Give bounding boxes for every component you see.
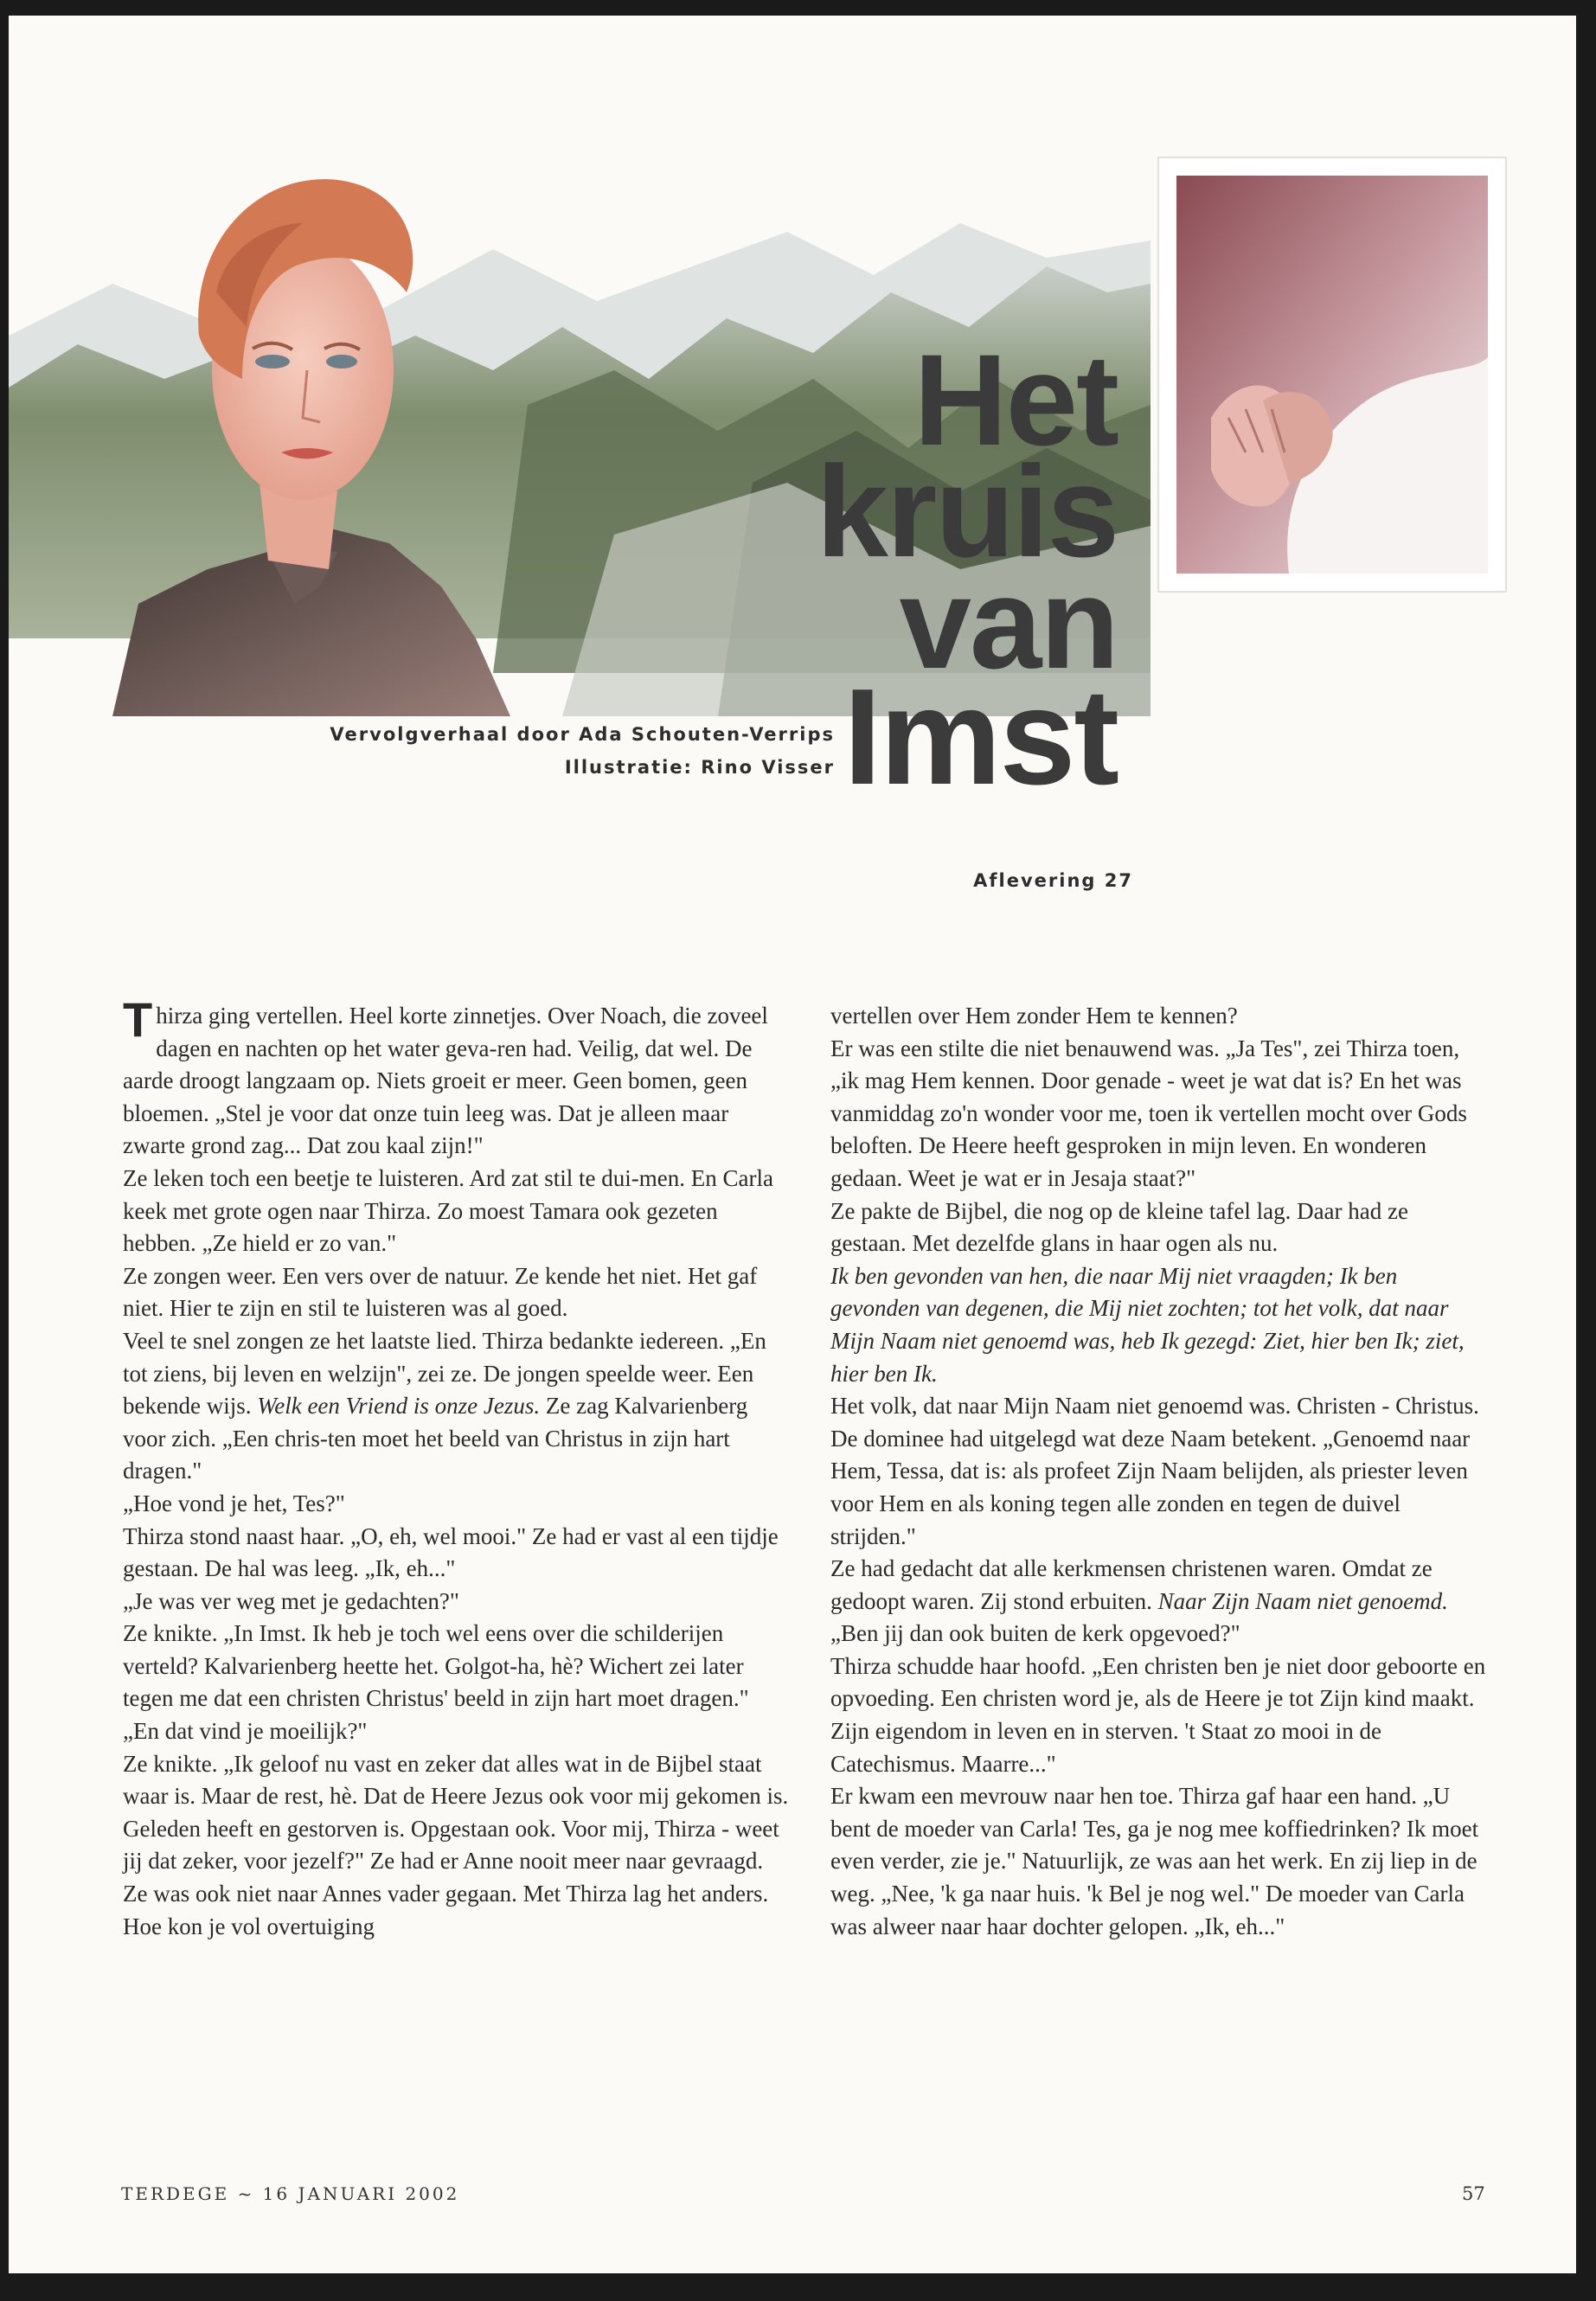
paragraph: „Hoe vond je het, Tes?" [123,1490,345,1516]
title-line-4: Imst [843,661,1118,813]
bible-quote: Ik ben gevonden van hen, die naar Mij niet vraagden; Ik ben gevonden van degenen, die Mij niet zochten; tot het volk, dat naar Mijn Naam niet genoemd was, heb Ik gezegd: Ziet, hier ben Ik; ziet, hier ben Ik. [830,1262,1465,1387]
scan-edge [1576,16,1585,2273]
paragraph: Veel te snel zongen ze het laatste lied. Thirza bedankte iedereen. „En tot ziens, bij leven en welzijn", zei ze. De jongen speelde weer. Een bekende wijs. Welk een Vriend is onze Jezus. Ze zag Kalvarienberg voor zich. „Een chris-ten moet het beeld van Christus in zijn hart dragen." [123,1327,766,1484]
paragraph: Thirza schudde haar hoofd. „Een christen ben je niet door geboorte en opvoeding. Een christen word je, als de Heere je tot Zijn kind maakt. Zijn eigendom in leven en in sterven. 't Staat zo mooi in de Catechismus. Maarre..." [830,1652,1486,1777]
author-credit: Vervolgverhaal door Ada Schouten-Verrips [330,724,835,745]
paragraph: Er was een stilte die niet benauwend was. „Ja Tes", zei Thirza toen, „ik mag Hem kennen. Door genade - weet je wat dat is? En het was vanmiddag zo'n wonder voor me, toen ik vertellen mocht over Gods beloften. De Heere heeft gesproken in mijn leven. En wonderen gedaan. Weet je wat er in Jesaja staat?" [830,1035,1467,1191]
page-number: 57 [1462,2183,1485,2204]
paragraph: Thirza ging vertellen. Heel korte zinnetjes. Over Noach, die zoveel dagen en nachten op het water geva-ren had. Veilig, dat wel. De aarde droogt langzaam op. Niets groeit er meer. Geen bomen, geen bloemen. „Stel je voor dat onze tuin leeg was. Dat je alleen maar zwarte grond zag... Dat zou kaal zijn!" [123,992,768,1159]
title-line-2: kruis [816,439,1118,584]
episode-number: Aflevering 27 [973,870,1133,891]
paragraph: Ze knikte. „In Imst. Ik heb je toch wel eens over die schilderijen verteld? Kalvarienberg heette het. Golgot-ha, hè? Wichert zei later tegen me dat een christen Christus' beeld in zijn hart moet dragen." „En dat vind je moeilijk?" [123,1620,749,1745]
illustrator-credit: Illustratie: Rino Visser [564,757,835,778]
italic-quote: Welk een Vriend is onze Jezus. [257,1393,541,1420]
credits [303,718,835,784]
paragraph: „Je was ver weg met je gedachten?" [123,1587,459,1614]
article-column-right [830,1000,1488,1943]
paragraph: Ze pakte de Bijbel, die nog op de kleine tafel lag. Daar had ze gestaan. Met dezelfde glans in haar ogen als nu. [830,1197,1408,1257]
paragraph: Ze had gedacht dat alle kerkmensen christenen waren. Omdat ze gedoopt waren. Zij stond erbuiten. Naar Zijn Naam niet genoemd. „Ben jij dan ook buiten de kerk opgevoed?" [830,1555,1448,1647]
paragraph: Het volk, dat naar Mijn Naam niet genoemd was. Christen - Christus. De dominee had uitgelegd wat deze Naam betekent. „Genoemd naar Hem, Tessa, dat is: als profeet Zijn Naam belijden, als priester leven voor Hem en als koning tegen alle zonden en tegen de duivel strijden." [830,1393,1479,1549]
paragraph: Thirza stond naast haar. „O, eh, wel mooi." Ze had er vast al een tijdje gestaan. De hal was leeg. „Ik, eh..." [123,1522,779,1582]
article-column-left [123,992,791,1943]
dropcap: T [123,992,153,1047]
paragraph: Er kwam een mevrouw naar hen toe. Thirza gaf haar een hand. „U bent de moeder van Carla! Tes, ga je nog mee koffiedrinken? Ik moet even verder, zie je." Natuurlijk, ze was aan het werk. En zij liep in de weg. „Nee, 'k ga naar huis. 'k Bel je nog wel." De moeder van Carla was alweer naar haar dochter gelopen. „Ik, eh..." [830,1783,1479,1939]
paragraph: Ze zongen weer. Een vers over de natuur. Ze kende het niet. Het gaf niet. Hier te zijn en stil te luisteren was al goed. [123,1262,758,1322]
title-line-1: Het [913,327,1118,472]
praying-hands-inset [1159,158,1505,591]
footer-publication: TERDEGE ~ 16 JANUARI 2002 [121,2183,460,2204]
paragraph: Ze leken toch een beetje te luisteren. Ard zat stil te dui-men. En Carla keek met grote ogen naar Thirza. Zo moest Tamara ook gezeten hebben. „Ze hield er zo van." [123,1164,773,1257]
italic-phrase: Naar Zijn Naam niet genoemd. [1157,1587,1448,1614]
paragraph: vertellen over Hem zonder Hem te kennen? [830,1003,1238,1029]
title-line-3: van [899,550,1118,695]
paragraph: Ze knikte. „Ik geloof nu vast en zeker dat alles wat in de Bijbel staat waar is. Maar de rest, hè. Dat de Heere Jezus ook voor mij gekomen is. Geleden heeft en gestorven is. Opgestaan ook. Voor mij, Thirza - weet jij dat zeker, voor jezelf?" Ze had er Anne nooit meer naar gevraagd. Ze was ook niet naar Annes vader gegaan. Met Thirza lag het anders. Hoe kon je vol overtuiging [123,1750,789,1939]
story-title [816,327,1118,813]
magazine-page [9,16,1585,2273]
praying-hands-painting [1159,158,1505,591]
